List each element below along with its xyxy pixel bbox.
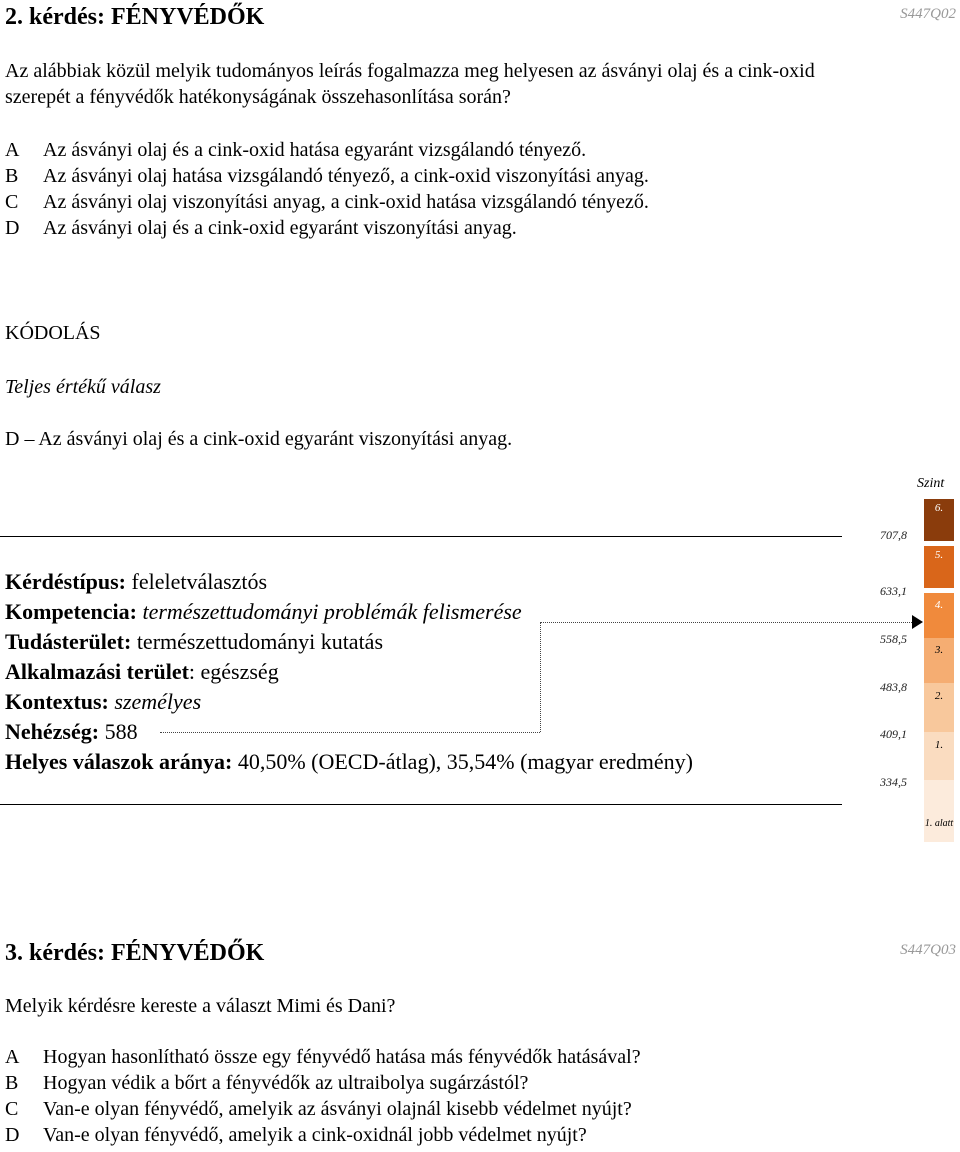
level-label: 2. — [934, 690, 944, 702]
knowledge-area-label: Tudásterület: — [5, 629, 132, 654]
threshold-value: 707,8 — [880, 528, 907, 542]
question-type-label: Kérdéstípus: — [5, 569, 126, 594]
level-band-1 — [924, 732, 954, 780]
threshold-value: 633,1 — [880, 584, 907, 598]
knowledge-area — [5, 629, 383, 655]
question-3-code: S447Q03 — [900, 942, 956, 958]
option-text: Az ásványi olaj és a cink-oxid hatása egyaránt vizsgálandó tényező. — [43, 139, 587, 161]
level-label: 4. — [934, 599, 944, 611]
application-area-label: Alkalmazási terület — [5, 659, 189, 684]
question-3-option-b[interactable] — [5, 1072, 528, 1095]
threshold-value: 483,8 — [880, 680, 907, 694]
threshold-value: 334,5 — [880, 775, 907, 789]
question-2-option-a[interactable] — [5, 139, 586, 162]
difficulty — [5, 719, 138, 745]
option-text: Van-e olyan fényvédő, amelyik a cink-oxidnál jobb védelmet nyújt? — [43, 1124, 587, 1146]
difficulty-value: 588 — [104, 719, 138, 744]
threshold-value: 409,1 — [880, 727, 907, 741]
difficulty-connector-horizontal — [160, 732, 540, 733]
correct-rate-value: 40,50% (OECD-átlag), 35,54% (magyar eredmény) — [237, 749, 693, 774]
scale-header: Szint — [917, 476, 945, 491]
knowledge-area-value: természettudományi kutatás — [136, 629, 384, 654]
correct-rate-label: Helyes válaszok aránya: — [5, 749, 233, 774]
correct-rate — [5, 749, 693, 775]
difficulty-connector-top — [540, 622, 914, 623]
option-letter: A — [5, 1046, 20, 1068]
correct-answer: D – Az ásványi olaj és a cink-oxid egyaránt viszonyítási anyag. — [5, 428, 513, 450]
option-text: Van-e olyan fényvédő, amelyik az ásványi olajnál kisebb védelmet nyújt? — [43, 1098, 632, 1120]
question-3-option-a[interactable] — [5, 1046, 641, 1069]
question-3-option-d[interactable] — [5, 1124, 587, 1147]
metadata-bottom-rule — [0, 804, 842, 805]
competency — [5, 599, 522, 625]
option-letter: A — [5, 139, 20, 161]
question-2-code: S447Q02 — [900, 6, 956, 22]
question-3-title: 3. kérdés: FÉNYVÉDŐK — [5, 940, 265, 966]
context — [5, 689, 201, 715]
competency-label: Kompetencia: — [5, 599, 137, 624]
option-letter: D — [5, 1124, 20, 1146]
level-label: 5. — [934, 549, 944, 561]
option-letter: B — [5, 1072, 19, 1094]
option-letter: B — [5, 165, 19, 187]
option-letter: C — [5, 1098, 19, 1120]
question-2-option-b[interactable] — [5, 165, 649, 188]
level-band-below-1 — [924, 780, 954, 842]
level-band-2 — [924, 683, 954, 732]
question-2-stem-line-1: Az alábbiak közül melyik tudományos leírás fogalmazza meg helyesen az ásványi olaj és a cink-oxid — [5, 60, 815, 82]
level-label: 1. — [934, 739, 944, 751]
option-text: Az ásványi olaj viszonyítási anyag, a cink-oxid hatása vizsgálandó tényező. — [43, 191, 649, 213]
level-label: 6. — [934, 502, 944, 514]
context-label: Kontextus: — [5, 689, 109, 714]
option-letter: C — [5, 191, 19, 213]
option-text: Az ásványi olaj és a cink-oxid egyaránt viszonyítási anyag. — [43, 217, 517, 239]
coding-heading: KÓDOLÁS — [5, 322, 101, 344]
question-2-title: 2. kérdés: FÉNYVÉDŐK — [5, 4, 265, 30]
level-label: 1. alatt — [924, 818, 954, 829]
difficulty-label: Nehézség: — [5, 719, 100, 744]
competency-value: természettudományi problémák felismerése — [142, 599, 522, 624]
application-area — [5, 659, 279, 685]
difficulty-connector-vertical — [540, 622, 541, 732]
option-text: Hogyan védik a bőrt a fényvédők az ultraibolya sugárzástól? — [43, 1072, 529, 1094]
question-2-option-d[interactable] — [5, 217, 517, 240]
threshold-value: 558,5 — [880, 632, 907, 646]
level-label: 3. — [934, 644, 944, 656]
level-band-3 — [924, 638, 954, 683]
difficulty-arrow-icon — [912, 615, 923, 629]
option-text: Az ásványi olaj hatása vizsgálandó tényező, a cink-oxid viszonyítási anyag. — [43, 165, 649, 187]
option-letter: D — [5, 217, 20, 239]
question-3-option-c[interactable] — [5, 1098, 632, 1121]
question-3-stem: Melyik kérdésre kereste a választ Mimi és Dani? — [5, 995, 396, 1017]
application-area-value: : egészség — [188, 659, 279, 684]
full-credit-heading: Teljes értékű válasz — [5, 376, 161, 398]
level-band-4 — [924, 593, 954, 638]
level-band-5 — [924, 546, 954, 588]
level-band-6 — [924, 499, 954, 541]
question-2-stem-line-2: szerepét a fényvédők hatékonyságának összehasonlítása során? — [5, 86, 511, 108]
question-type — [5, 569, 267, 595]
metadata-top-rule — [0, 536, 842, 537]
question-2-option-c[interactable] — [5, 191, 649, 214]
question-type-value: feleletválasztós — [131, 569, 268, 594]
option-text: Hogyan hasonlítható össze egy fényvédő hatása más fényvédők hatásával? — [43, 1046, 641, 1068]
context-value: személyes — [114, 689, 202, 714]
